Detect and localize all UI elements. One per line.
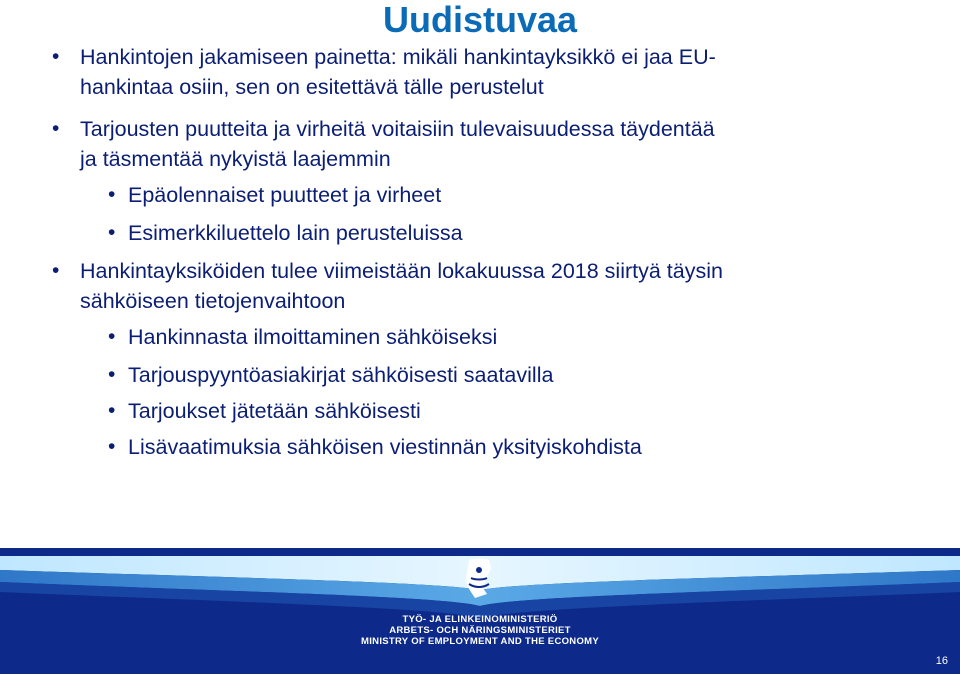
footer-wave-graphic xyxy=(0,548,960,674)
footer-band xyxy=(0,548,960,674)
ministry-name-fi: TYÖ- JA ELINKEINOMINISTERIÖ xyxy=(402,614,558,625)
ministry-name-sv: ARBETS- OCH NÄRINGSMINISTERIET xyxy=(389,625,571,636)
sub-bullet-dot: • xyxy=(108,363,116,386)
sub-bullet-text: Hankinnasta ilmoittaminen sähköiseksi xyxy=(128,325,498,349)
bullet-dot: • xyxy=(52,117,60,140)
sub-bullet-dot: • xyxy=(108,221,116,244)
sub-bullet-text: Tarjouspyyntöasiakirjat sähköisesti saatavilla xyxy=(128,363,554,387)
sub-bullet-dot: • xyxy=(108,399,116,422)
sub-bullet-text: Esimerkkiluettelo lain perusteluissa xyxy=(128,221,463,245)
sub-bullet-dot: • xyxy=(108,435,116,458)
bullet-text-continued: hankintaa osiin, sen on esitettävä tälle perustelut xyxy=(80,75,544,99)
sub-bullet-text: Epäolennaiset puutteet ja virheet xyxy=(128,183,442,207)
bullet-text-continued: sähköiseen tietojenvaihtoon xyxy=(80,289,346,313)
sub-bullet-dot: • xyxy=(108,183,116,206)
sub-bullet-text: Lisävaatimuksia sähköisen viestinnän yksityiskohdista xyxy=(128,435,642,459)
page-number: 16 xyxy=(935,655,948,667)
bullet-dot: • xyxy=(52,45,60,68)
slide-title: Uudistuvaa xyxy=(382,0,578,40)
bullet-text-continued: ja täsmentää nykyistä laajemmin xyxy=(80,147,391,171)
bullet-text: Hankintayksiköiden tulee viimeistään lokakuussa 2018 siirtyä täysin xyxy=(80,259,723,283)
sub-bullet-text: Tarjoukset jätetään sähköisesti xyxy=(128,399,421,423)
ministry-name-en: MINISTRY OF EMPLOYMENT AND THE ECONOMY xyxy=(361,636,599,647)
bullet-text: Hankintojen jakamiseen painetta: mikäli hankintayksikkö ei jaa EU- xyxy=(80,45,716,69)
bullet-text: Tarjousten puutteita ja virheitä voitaisiin tulevaisuudessa täydentää xyxy=(80,117,715,141)
sub-bullet-dot: • xyxy=(108,325,116,348)
bullet-dot: • xyxy=(52,259,60,282)
